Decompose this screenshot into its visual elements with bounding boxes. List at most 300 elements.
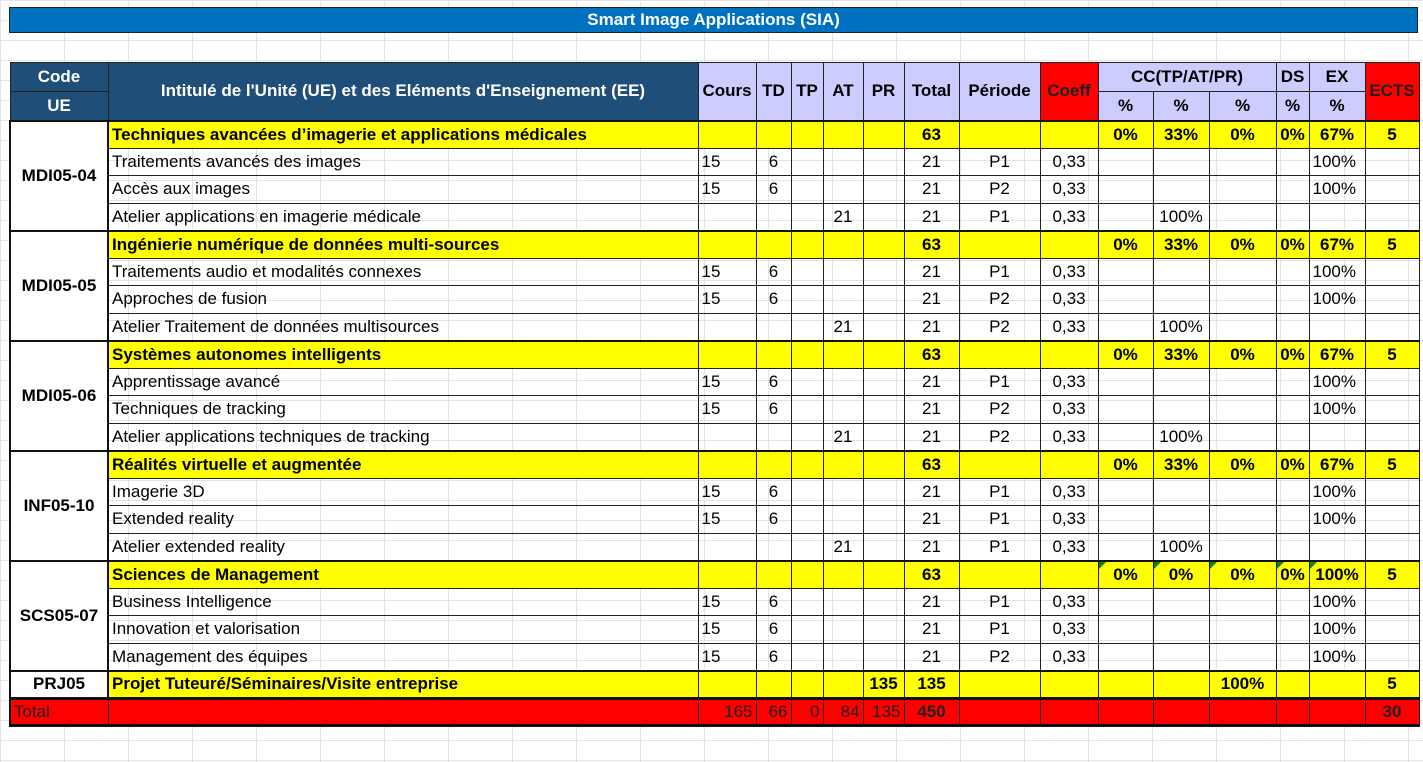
ue-name-cell[interactable]: Techniques avancées d’imagerie et applications médicales [108, 121, 698, 149]
project-cc1-cell[interactable] [1098, 671, 1153, 699]
ue-coeff-cell[interactable] [1040, 231, 1098, 259]
ee-at-cell[interactable] [823, 368, 863, 396]
ee-total-cell[interactable]: 21 [904, 423, 959, 451]
ee-cc2-cell[interactable] [1153, 286, 1209, 314]
ee-periode-cell[interactable]: P2 [959, 643, 1040, 671]
project-cours-cell[interactable] [698, 671, 756, 699]
ee-coeff-cell[interactable]: 0,33 [1040, 313, 1098, 341]
ee-name-cell[interactable]: Atelier applications techniques de tracking [108, 423, 698, 451]
ee-cc2-cell[interactable]: 100% [1153, 313, 1209, 341]
ee-cc1-cell[interactable] [1098, 588, 1153, 616]
ue-ects-cell[interactable]: 5 [1365, 561, 1419, 589]
ee-tp-cell[interactable] [791, 203, 823, 231]
ee-td-cell[interactable]: 6 [756, 176, 791, 204]
ee-periode-cell[interactable]: P1 [959, 203, 1040, 231]
ee-cc1-cell[interactable] [1098, 396, 1153, 424]
ee-td-cell[interactable] [756, 203, 791, 231]
ue-ects-cell[interactable]: 5 [1365, 341, 1419, 369]
ee-coeff-cell[interactable]: 0,33 [1040, 423, 1098, 451]
ee-td-cell[interactable] [756, 533, 791, 561]
ee-at-cell[interactable] [823, 588, 863, 616]
ue-cc1-cell[interactable]: 0% [1098, 341, 1153, 369]
total-label-cell[interactable]: Total [10, 698, 108, 726]
ee-name-cell[interactable]: Atelier extended reality [108, 533, 698, 561]
ee-tp-cell[interactable] [791, 148, 823, 176]
ue-cours-cell[interactable] [698, 451, 756, 479]
ee-pr-cell[interactable] [863, 313, 904, 341]
ee-coeff-cell[interactable]: 0,33 [1040, 258, 1098, 286]
project-ex-cell[interactable] [1309, 671, 1365, 699]
ee-pr-cell[interactable] [863, 203, 904, 231]
ee-ects-cell[interactable] [1365, 396, 1419, 424]
ee-cc2-cell[interactable] [1153, 478, 1209, 506]
ee-periode-cell[interactable]: P2 [959, 286, 1040, 314]
ee-ects-cell[interactable] [1365, 203, 1419, 231]
ee-cc3-cell[interactable] [1209, 176, 1276, 204]
ee-ex-cell[interactable]: 100% [1309, 148, 1365, 176]
ee-td-cell[interactable]: 6 [756, 588, 791, 616]
ee-cc3-cell[interactable] [1209, 203, 1276, 231]
total-ects-cell[interactable]: 30 [1365, 698, 1419, 726]
ee-cours-cell[interactable]: 15 [698, 258, 756, 286]
ue-tp-cell[interactable] [791, 231, 823, 259]
ue-coeff-cell[interactable] [1040, 561, 1098, 589]
total-at-cell[interactable]: 84 [823, 698, 863, 726]
ee-cc1-cell[interactable] [1098, 176, 1153, 204]
ee-coeff-cell[interactable]: 0,33 [1040, 533, 1098, 561]
ue-td-cell[interactable] [756, 121, 791, 149]
ee-name-cell[interactable]: Extended reality [108, 506, 698, 534]
ue-periode-cell[interactable] [959, 451, 1040, 479]
ee-ects-cell[interactable] [1365, 506, 1419, 534]
ee-cours-cell[interactable]: 15 [698, 506, 756, 534]
ue-name-cell[interactable]: Sciences de Management [108, 561, 698, 589]
ee-coeff-cell[interactable]: 0,33 [1040, 203, 1098, 231]
ee-cc3-cell[interactable] [1209, 478, 1276, 506]
ue-ex-cell[interactable]: 67% [1309, 341, 1365, 369]
ee-coeff-cell[interactable]: 0,33 [1040, 478, 1098, 506]
ee-cours-cell[interactable]: 15 [698, 396, 756, 424]
ee-ects-cell[interactable] [1365, 368, 1419, 396]
ee-cc3-cell[interactable] [1209, 368, 1276, 396]
ee-ex-cell[interactable]: 100% [1309, 396, 1365, 424]
ee-cc1-cell[interactable] [1098, 313, 1153, 341]
ee-cc1-cell[interactable] [1098, 506, 1153, 534]
ee-ex-cell[interactable]: 100% [1309, 616, 1365, 644]
ee-ects-cell[interactable] [1365, 643, 1419, 671]
ee-name-cell[interactable]: Innovation et valorisation [108, 616, 698, 644]
ue-name-cell[interactable]: Ingénierie numérique de données multi-sources [108, 231, 698, 259]
ee-cc2-cell[interactable]: 100% [1153, 203, 1209, 231]
ee-name-cell[interactable]: Imagerie 3D [108, 478, 698, 506]
ee-cc2-cell[interactable]: 100% [1153, 533, 1209, 561]
ee-coeff-cell[interactable]: 0,33 [1040, 588, 1098, 616]
ee-total-cell[interactable]: 21 [904, 478, 959, 506]
project-cc3-cell[interactable]: 100% [1209, 671, 1276, 699]
ee-cours-cell[interactable]: 15 [698, 148, 756, 176]
ee-pr-cell[interactable] [863, 506, 904, 534]
ue-code-cell[interactable]: MDI05-06 [10, 341, 108, 451]
ue-td-cell[interactable] [756, 451, 791, 479]
ee-ects-cell[interactable] [1365, 286, 1419, 314]
ue-cc2-cell[interactable]: 0% [1153, 561, 1209, 589]
ee-ds-cell[interactable] [1276, 203, 1309, 231]
ee-pr-cell[interactable] [863, 588, 904, 616]
ee-cc2-cell[interactable] [1153, 176, 1209, 204]
ee-total-cell[interactable]: 21 [904, 506, 959, 534]
ee-total-cell[interactable]: 21 [904, 643, 959, 671]
ee-pr-cell[interactable] [863, 478, 904, 506]
ue-td-cell[interactable] [756, 561, 791, 589]
ue-ects-cell[interactable]: 5 [1365, 121, 1419, 149]
ee-periode-cell[interactable]: P1 [959, 258, 1040, 286]
ee-at-cell[interactable] [823, 258, 863, 286]
ee-pr-cell[interactable] [863, 368, 904, 396]
ee-at-cell[interactable]: 21 [823, 203, 863, 231]
ee-cours-cell[interactable] [698, 423, 756, 451]
ee-td-cell[interactable]: 6 [756, 148, 791, 176]
ue-tp-cell[interactable] [791, 121, 823, 149]
ee-tp-cell[interactable] [791, 478, 823, 506]
ee-ects-cell[interactable] [1365, 588, 1419, 616]
ee-coeff-cell[interactable]: 0,33 [1040, 396, 1098, 424]
ee-ects-cell[interactable] [1365, 176, 1419, 204]
total-empty-cell[interactable] [108, 698, 698, 726]
ue-cc1-cell[interactable]: 0% [1098, 451, 1153, 479]
ee-cc2-cell[interactable] [1153, 643, 1209, 671]
ee-total-cell[interactable]: 21 [904, 176, 959, 204]
project-tp-cell[interactable] [791, 671, 823, 699]
ee-ects-cell[interactable] [1365, 533, 1419, 561]
ee-td-cell[interactable]: 6 [756, 506, 791, 534]
ee-ects-cell[interactable] [1365, 616, 1419, 644]
ee-pr-cell[interactable] [863, 643, 904, 671]
ee-total-cell[interactable]: 21 [904, 616, 959, 644]
ee-cc1-cell[interactable] [1098, 203, 1153, 231]
ee-cours-cell[interactable]: 15 [698, 643, 756, 671]
ue-total-cell[interactable]: 63 [904, 451, 959, 479]
ue-tp-cell[interactable] [791, 561, 823, 589]
ue-ds-cell[interactable]: 0% [1276, 121, 1309, 149]
ee-ds-cell[interactable] [1276, 148, 1309, 176]
ee-at-cell[interactable] [823, 478, 863, 506]
ee-cc1-cell[interactable] [1098, 258, 1153, 286]
project-pr-cell[interactable]: 135 [863, 671, 904, 699]
ee-cc1-cell[interactable] [1098, 643, 1153, 671]
total-td-cell[interactable]: 66 [756, 698, 791, 726]
ee-periode-cell[interactable]: P2 [959, 176, 1040, 204]
ee-ects-cell[interactable] [1365, 148, 1419, 176]
ee-total-cell[interactable]: 21 [904, 533, 959, 561]
ee-cc3-cell[interactable] [1209, 148, 1276, 176]
ee-at-cell[interactable]: 21 [823, 533, 863, 561]
total-cc2-cell[interactable] [1153, 698, 1209, 726]
ue-at-cell[interactable] [823, 121, 863, 149]
ue-pr-cell[interactable] [863, 341, 904, 369]
ee-ds-cell[interactable] [1276, 423, 1309, 451]
ue-periode-cell[interactable] [959, 561, 1040, 589]
ee-total-cell[interactable]: 21 [904, 258, 959, 286]
ee-pr-cell[interactable] [863, 533, 904, 561]
ee-cc1-cell[interactable] [1098, 478, 1153, 506]
ue-td-cell[interactable] [756, 341, 791, 369]
ue-total-cell[interactable]: 63 [904, 341, 959, 369]
ee-coeff-cell[interactable]: 0,33 [1040, 286, 1098, 314]
ue-cours-cell[interactable] [698, 231, 756, 259]
ue-coeff-cell[interactable] [1040, 451, 1098, 479]
ue-ds-cell[interactable]: 0% [1276, 561, 1309, 589]
ee-cc3-cell[interactable] [1209, 533, 1276, 561]
ee-name-cell[interactable]: Traitements audio et modalités connexes [108, 258, 698, 286]
ue-ex-cell[interactable]: 100% [1309, 561, 1365, 589]
ee-ex-cell[interactable]: 100% [1309, 258, 1365, 286]
ee-cc2-cell[interactable] [1153, 258, 1209, 286]
ue-total-cell[interactable]: 63 [904, 231, 959, 259]
total-periode-cell[interactable] [959, 698, 1040, 726]
ee-ds-cell[interactable] [1276, 616, 1309, 644]
ee-periode-cell[interactable]: P1 [959, 368, 1040, 396]
ee-total-cell[interactable]: 21 [904, 368, 959, 396]
ee-cours-cell[interactable] [698, 313, 756, 341]
ue-tp-cell[interactable] [791, 341, 823, 369]
ee-ex-cell[interactable]: 100% [1309, 643, 1365, 671]
ue-periode-cell[interactable] [959, 231, 1040, 259]
ue-cc3-cell[interactable]: 0% [1209, 451, 1276, 479]
ee-td-cell[interactable] [756, 423, 791, 451]
ue-pr-cell[interactable] [863, 561, 904, 589]
ee-cours-cell[interactable]: 15 [698, 588, 756, 616]
total-cc1-cell[interactable] [1098, 698, 1153, 726]
ue-name-cell[interactable]: Réalités virtuelle et augmentée [108, 451, 698, 479]
ee-cours-cell[interactable]: 15 [698, 616, 756, 644]
ee-cc2-cell[interactable] [1153, 368, 1209, 396]
ee-cc1-cell[interactable] [1098, 148, 1153, 176]
ee-cc2-cell[interactable] [1153, 396, 1209, 424]
ue-cc1-cell[interactable]: 0% [1098, 231, 1153, 259]
ee-periode-cell[interactable]: P2 [959, 313, 1040, 341]
total-total-cell[interactable]: 450 [904, 698, 959, 726]
ee-cc3-cell[interactable] [1209, 643, 1276, 671]
ue-at-cell[interactable] [823, 231, 863, 259]
total-ex-cell[interactable] [1309, 698, 1365, 726]
ue-ex-cell[interactable]: 67% [1309, 451, 1365, 479]
ee-coeff-cell[interactable]: 0,33 [1040, 643, 1098, 671]
ee-cours-cell[interactable] [698, 203, 756, 231]
total-cc3-cell[interactable] [1209, 698, 1276, 726]
ee-pr-cell[interactable] [863, 396, 904, 424]
ee-name-cell[interactable]: Atelier applications en imagerie médicale [108, 203, 698, 231]
project-ds-cell[interactable] [1276, 671, 1309, 699]
project-code-cell[interactable]: PRJ05 [10, 671, 108, 699]
ee-total-cell[interactable]: 21 [904, 148, 959, 176]
ee-ects-cell[interactable] [1365, 313, 1419, 341]
ee-ds-cell[interactable] [1276, 506, 1309, 534]
ee-td-cell[interactable]: 6 [756, 396, 791, 424]
ee-periode-cell[interactable]: P1 [959, 588, 1040, 616]
ee-name-cell[interactable]: Atelier Traitement de données multisources [108, 313, 698, 341]
total-coeff-cell[interactable] [1040, 698, 1098, 726]
ee-name-cell[interactable]: Accès aux images [108, 176, 698, 204]
ee-ex-cell[interactable]: 100% [1309, 506, 1365, 534]
ee-ds-cell[interactable] [1276, 533, 1309, 561]
ee-total-cell[interactable]: 21 [904, 313, 959, 341]
ue-pr-cell[interactable] [863, 231, 904, 259]
ue-code-cell[interactable]: MDI05-05 [10, 231, 108, 341]
ee-tp-cell[interactable] [791, 258, 823, 286]
ee-at-cell[interactable] [823, 148, 863, 176]
ee-coeff-cell[interactable]: 0,33 [1040, 616, 1098, 644]
ee-total-cell[interactable]: 21 [904, 588, 959, 616]
ue-td-cell[interactable] [756, 231, 791, 259]
ue-ds-cell[interactable]: 0% [1276, 341, 1309, 369]
ee-ex-cell[interactable] [1309, 203, 1365, 231]
ee-coeff-cell[interactable]: 0,33 [1040, 506, 1098, 534]
ue-cours-cell[interactable] [698, 561, 756, 589]
ue-cc2-cell[interactable]: 33% [1153, 121, 1209, 149]
ee-name-cell[interactable]: Business Intelligence [108, 588, 698, 616]
ee-tp-cell[interactable] [791, 313, 823, 341]
ee-td-cell[interactable]: 6 [756, 286, 791, 314]
ee-name-cell[interactable]: Techniques de tracking [108, 396, 698, 424]
ee-ex-cell[interactable]: 100% [1309, 176, 1365, 204]
ue-cours-cell[interactable] [698, 341, 756, 369]
ue-ex-cell[interactable]: 67% [1309, 231, 1365, 259]
ee-name-cell[interactable]: Apprentissage avancé [108, 368, 698, 396]
ue-tp-cell[interactable] [791, 451, 823, 479]
ee-tp-cell[interactable] [791, 643, 823, 671]
ee-ex-cell[interactable] [1309, 423, 1365, 451]
ue-ects-cell[interactable]: 5 [1365, 451, 1419, 479]
ee-cc2-cell[interactable]: 100% [1153, 423, 1209, 451]
ee-coeff-cell[interactable]: 0,33 [1040, 176, 1098, 204]
ue-at-cell[interactable] [823, 451, 863, 479]
ee-ds-cell[interactable] [1276, 313, 1309, 341]
ue-cc3-cell[interactable]: 0% [1209, 121, 1276, 149]
ee-td-cell[interactable]: 6 [756, 368, 791, 396]
total-ds-cell[interactable] [1276, 698, 1309, 726]
ee-tp-cell[interactable] [791, 616, 823, 644]
ue-cours-cell[interactable] [698, 121, 756, 149]
project-name-cell[interactable]: Projet Tuteuré/Séminaires/Visite entreprise [108, 671, 698, 699]
project-total-cell[interactable]: 135 [904, 671, 959, 699]
ee-total-cell[interactable]: 21 [904, 396, 959, 424]
ue-cc3-cell[interactable]: 0% [1209, 561, 1276, 589]
ee-pr-cell[interactable] [863, 148, 904, 176]
ee-pr-cell[interactable] [863, 258, 904, 286]
ee-pr-cell[interactable] [863, 423, 904, 451]
ue-cc3-cell[interactable]: 0% [1209, 231, 1276, 259]
ue-periode-cell[interactable] [959, 121, 1040, 149]
project-at-cell[interactable] [823, 671, 863, 699]
ue-cc1-cell[interactable]: 0% [1098, 561, 1153, 589]
ee-at-cell[interactable] [823, 396, 863, 424]
project-coeff-cell[interactable] [1040, 671, 1098, 699]
ee-ex-cell[interactable]: 100% [1309, 478, 1365, 506]
ee-at-cell[interactable]: 21 [823, 423, 863, 451]
ee-total-cell[interactable]: 21 [904, 286, 959, 314]
ee-at-cell[interactable] [823, 616, 863, 644]
ue-ex-cell[interactable]: 67% [1309, 121, 1365, 149]
ee-name-cell[interactable]: Management des équipes [108, 643, 698, 671]
ue-at-cell[interactable] [823, 341, 863, 369]
ee-cc2-cell[interactable] [1153, 506, 1209, 534]
ee-cc2-cell[interactable] [1153, 616, 1209, 644]
ue-ds-cell[interactable]: 0% [1276, 231, 1309, 259]
ee-cc3-cell[interactable] [1209, 258, 1276, 286]
ee-pr-cell[interactable] [863, 176, 904, 204]
ee-pr-cell[interactable] [863, 616, 904, 644]
ue-cc2-cell[interactable]: 33% [1153, 451, 1209, 479]
ee-cc1-cell[interactable] [1098, 286, 1153, 314]
ee-periode-cell[interactable]: P2 [959, 396, 1040, 424]
ee-at-cell[interactable] [823, 506, 863, 534]
project-ects-cell[interactable]: 5 [1365, 671, 1419, 699]
ee-cc3-cell[interactable] [1209, 313, 1276, 341]
project-td-cell[interactable] [756, 671, 791, 699]
ee-tp-cell[interactable] [791, 506, 823, 534]
ee-at-cell[interactable] [823, 643, 863, 671]
ee-td-cell[interactable]: 6 [756, 478, 791, 506]
ee-coeff-cell[interactable]: 0,33 [1040, 148, 1098, 176]
ue-total-cell[interactable]: 63 [904, 561, 959, 589]
ee-cc3-cell[interactable] [1209, 616, 1276, 644]
ee-cc3-cell[interactable] [1209, 588, 1276, 616]
ee-ds-cell[interactable] [1276, 588, 1309, 616]
ee-cc1-cell[interactable] [1098, 423, 1153, 451]
ee-name-cell[interactable]: Approches de fusion [108, 286, 698, 314]
ee-ds-cell[interactable] [1276, 396, 1309, 424]
ee-cc3-cell[interactable] [1209, 396, 1276, 424]
ee-tp-cell[interactable] [791, 368, 823, 396]
ee-periode-cell[interactable]: P1 [959, 616, 1040, 644]
ee-total-cell[interactable]: 21 [904, 203, 959, 231]
ee-cours-cell[interactable]: 15 [698, 176, 756, 204]
ee-cours-cell[interactable]: 15 [698, 286, 756, 314]
ee-cours-cell[interactable]: 15 [698, 368, 756, 396]
ee-at-cell[interactable] [823, 176, 863, 204]
ee-ds-cell[interactable] [1276, 176, 1309, 204]
ee-pr-cell[interactable] [863, 286, 904, 314]
ee-ds-cell[interactable] [1276, 286, 1309, 314]
ue-pr-cell[interactable] [863, 121, 904, 149]
ue-cc2-cell[interactable]: 33% [1153, 341, 1209, 369]
ee-cc1-cell[interactable] [1098, 616, 1153, 644]
ue-total-cell[interactable]: 63 [904, 121, 959, 149]
ue-code-cell[interactable]: SCS05-07 [10, 561, 108, 671]
ee-tp-cell[interactable] [791, 396, 823, 424]
ee-cc1-cell[interactable] [1098, 533, 1153, 561]
ue-code-cell[interactable]: MDI05-04 [10, 121, 108, 231]
ue-cc3-cell[interactable]: 0% [1209, 341, 1276, 369]
ue-ds-cell[interactable]: 0% [1276, 451, 1309, 479]
ee-ex-cell[interactable]: 100% [1309, 368, 1365, 396]
ee-tp-cell[interactable] [791, 533, 823, 561]
ee-name-cell[interactable]: Traitements avancés des images [108, 148, 698, 176]
ee-ects-cell[interactable] [1365, 478, 1419, 506]
ee-td-cell[interactable] [756, 313, 791, 341]
ee-ex-cell[interactable] [1309, 313, 1365, 341]
ee-ects-cell[interactable] [1365, 258, 1419, 286]
project-periode-cell[interactable] [959, 671, 1040, 699]
ue-at-cell[interactable] [823, 561, 863, 589]
ee-periode-cell[interactable]: P1 [959, 506, 1040, 534]
ue-ects-cell[interactable]: 5 [1365, 231, 1419, 259]
ee-cc3-cell[interactable] [1209, 506, 1276, 534]
ee-at-cell[interactable]: 21 [823, 313, 863, 341]
ee-cc3-cell[interactable] [1209, 423, 1276, 451]
ee-td-cell[interactable]: 6 [756, 643, 791, 671]
ee-ects-cell[interactable] [1365, 423, 1419, 451]
